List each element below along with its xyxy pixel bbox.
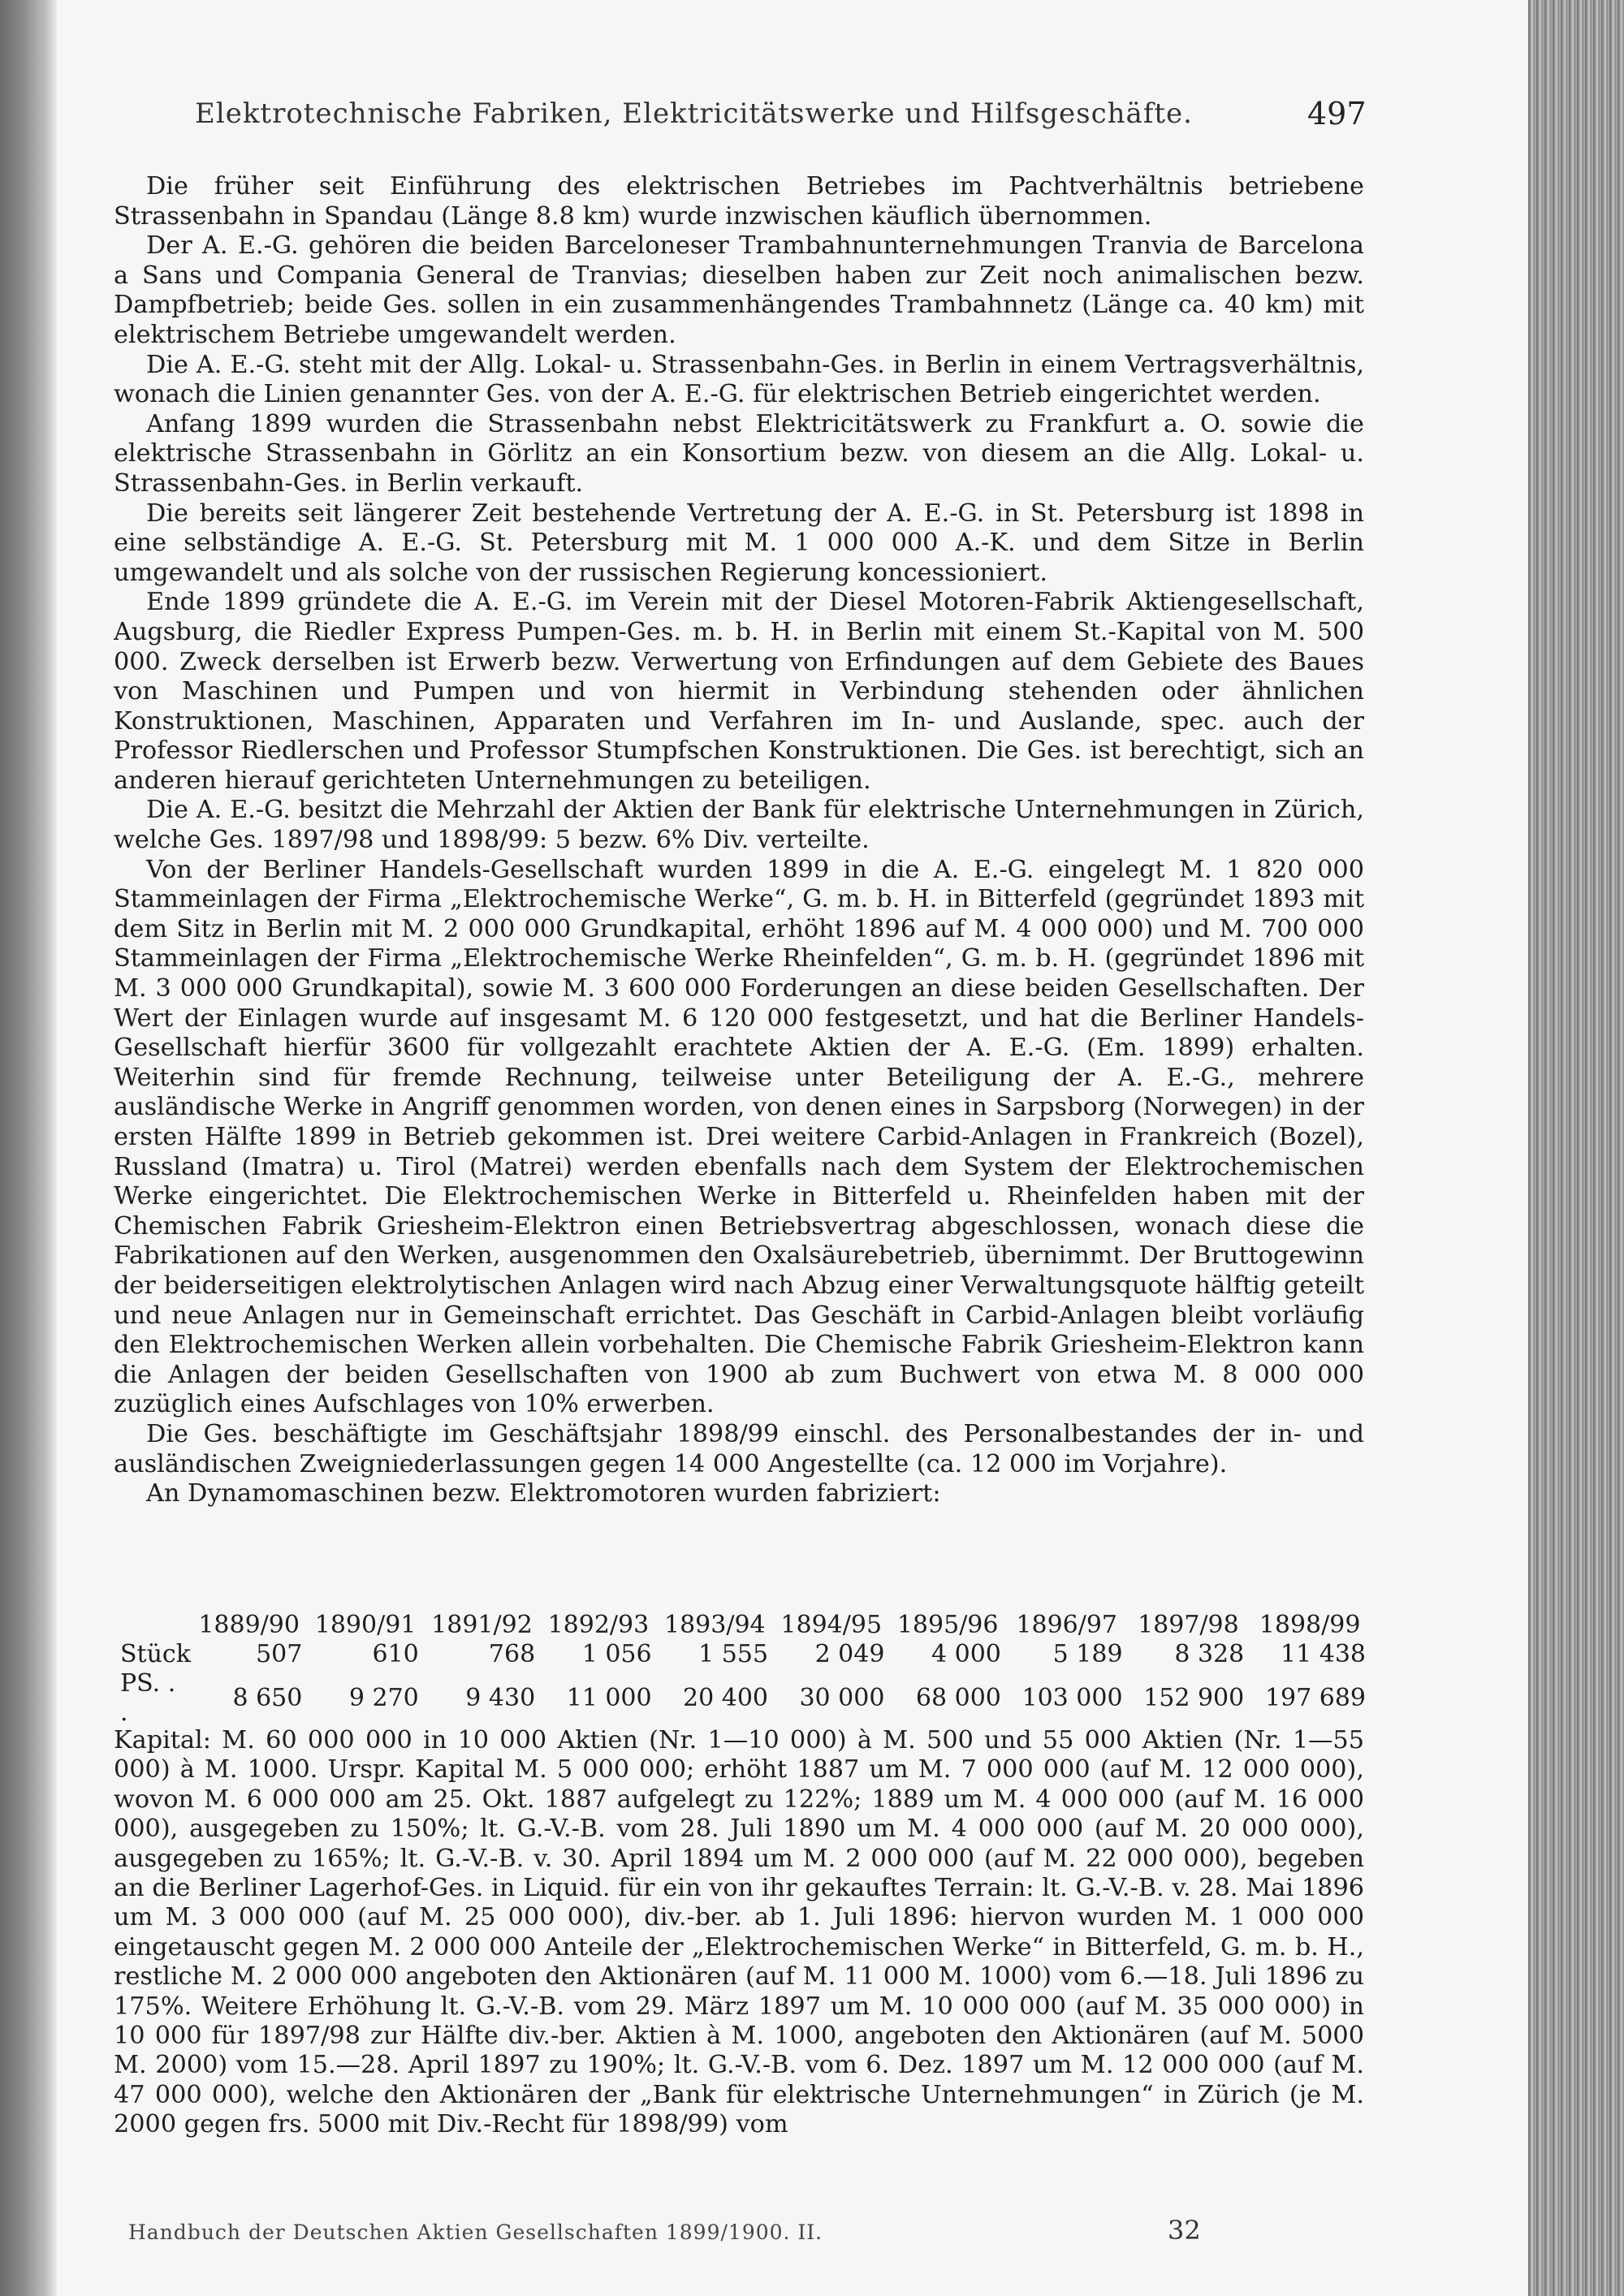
paragraph: Der A. E.-G. gehören die beiden Barceloneser Trambahnunternehmungen Tranvia de Barcelona a Sans und Compania General de Tranvias; dieselben haben zur Zeit noch animalischen bezw. Dampfbetrieb; beide Ges. sollen in ein zusammenhängendes Trambahnnetz (Länge ca. 40 km) mit elektrischem Betriebe umgewandelt werden. (114, 231, 1364, 349)
year-header: 1893/94 (664, 1611, 766, 1639)
paragraph: Die A. E.-G. steht mit der Allg. Lokal- u. Strassenbahn-Ges. in Berlin in einem Vertragsverhältnis, wonach die Linien genannter Ges. von der A. E.-G. für elektrischen Betrieb eingerichtet werden. (114, 350, 1364, 409)
table-cell: 20 400 (683, 1684, 769, 1712)
year-header: 1890/91 (314, 1611, 417, 1639)
table-header-row (120, 1611, 1371, 1640)
table-cell: 5 189 (1052, 1640, 1123, 1668)
table-row (120, 1640, 1371, 1669)
table-cell: 11 438 (1281, 1640, 1366, 1668)
table-cell: 30 000 (799, 1684, 885, 1712)
body-text (114, 172, 1364, 1509)
footer-reference: Handbuch der Deutschen Aktien Gesellschaften 1899/1900. II. (128, 2220, 823, 2244)
year-header: 1891/92 (431, 1611, 533, 1639)
year-header: 1892/93 (547, 1611, 650, 1639)
table-cell: 103 000 (1021, 1684, 1123, 1712)
table-cell: 68 000 (915, 1684, 1001, 1712)
table-cell: 9 430 (465, 1684, 536, 1712)
paragraph: Anfang 1899 wurden die Strassenbahn nebst Elektricitätswerk zu Frankfurt a. O. sowie die elektrische Strassenbahn in Görlitz an ein Konsortium bezw. von diesem an die Allg. Lokal- u. Strassenbahn-Ges. in Berlin verkauft. (114, 409, 1364, 498)
paragraph: Die früher seit Einführung des elektrischen Betriebes im Pachtverhältnis betriebene Strassenbahn in Spandau (Länge 8.8 km) wurde inzwischen käuflich übernommen. (114, 172, 1364, 231)
paragraph: An Dynamomaschinen bezw. Elektromotoren wurden fabriziert: (146, 1479, 941, 1508)
running-head: Elektrotechnische Fabriken, Elektricitätswerke und Hilfsgeschäfte. (195, 97, 1193, 130)
year-header: 1898/99 (1259, 1611, 1361, 1639)
table-cell: 768 (488, 1640, 536, 1668)
table-cell: 1 555 (698, 1640, 769, 1668)
table-cell: 4 000 (931, 1640, 1001, 1668)
paragraph: Die bereits seit längerer Zeit bestehende Vertretung der A. E.-G. in St. Petersburg ist 1898 in eine selbständige A. E.-G. St. Petersburg mit M. 1 000 000 A.-K. und dem Sitze in Berlin umgewandelt und als solche von der russischen Regierung koncessioniert. (114, 498, 1364, 587)
table-cell: 152 900 (1143, 1684, 1245, 1712)
table-row (120, 1669, 1371, 1728)
row-label: PS. . . (120, 1669, 176, 1727)
table-corner-cell (120, 1611, 191, 1640)
table-cell: 11 000 (566, 1684, 652, 1712)
scan-right-edge (1528, 0, 1624, 2296)
production-table (120, 1611, 1371, 1728)
year-header: 1889/90 (198, 1611, 300, 1639)
scan-left-edge (0, 0, 57, 2296)
table-cell: 610 (372, 1640, 419, 1668)
capital-section (114, 1726, 1364, 2140)
year-header: 1896/97 (1016, 1611, 1118, 1639)
table-cell: 2 049 (814, 1640, 885, 1668)
paragraph: Von der Berliner Handels-Gesellschaft wurden 1899 in die A. E.-G. eingelegt M. 1 820 000 Stammeinlagen der Firma „Elektrochemische Werke“, G. m. b. H. in Bitterfeld (gegründet 1893 mit dem Sitz in Berlin mit M. 2 000 000 Grundkapital, erhöht 1896 auf M. 4 000 000) und M. 700 000 Stammeinlagen der Firma „Elektrochemische Werke Rheinfelden“, G. m. b. H. (gegründet 1896 mit M. 3 000 000 Grundkapital), sowie M. 3 600 000 Forderungen an diese beiden Gesellschaften. Der Wert der Einlagen wurde auf insgesamt M. 6 120 000 festgesetzt, und hat die Berliner Handels-Gesellschaft hierfür 3600 für vollgezahlt erachtete Aktien der A. E.-G. (Em. 1899) erhalten. Weiterhin sind für fremde Rechnung, teilweise unter Beteiligung der A. E.-G., mehrere ausländische Werke in Angriff genommen worden, von denen eines in Sarpsborg (Norwegen) in der ersten Hälfte 1899 in Betrieb gekommen ist. Drei weitere Carbid-Anlagen in Frankreich (Bozel), Russland (Imatra) u. Tirol (Matrei) werden ebenfalls nach dem System der Elektrochemischen Werke eingerichtet. Die Elektrochemischen Werke in Bitterfeld u. Rheinfelden haben mit der Chemischen Fabrik Griesheim-Elektron einen Betriebsvertrag abgeschlossen, wonach diese die Fabrikationen auf den Werken, ausgenommen den Oxalsäurebetrieb, übernimmt. Der Bruttogewinn der beiderseitigen elektrolytischen Anlagen wird nach Abzug einer Verwaltungsquote hälftig geteilt und neue Anlagen nur in Gemeinschaft errichtet. Das Geschäft in Carbid-Anlagen bleibt vorläufig den Elektrochemischen Werken allein vorbehalten. Die Chemische Fabrik Griesheim-Elektron kann die Anlagen der beiden Gesellschaften von 1900 ab zum Buchwert von etwa M. 8 000 000 zuzüglich eines Aufschlages von 10% erwerben. (114, 855, 1364, 1419)
table-cell: 197 689 (1264, 1684, 1366, 1712)
table-cell: 8 328 (1174, 1640, 1245, 1668)
paragraph: Die Ges. beschäftigte im Geschäftsjahr 1898/99 einschl. des Personalbestandes der in- und ausländischen Zweigniederlassungen gegen 14 000 Angestellte (ca. 12 000 im Vorjahre). (114, 1419, 1364, 1478)
paragraph: Die A. E.-G. besitzt die Mehrzahl der Aktien der Bank für elektrische Unternehmungen in Zürich, welche Ges. 1897/98 und 1898/99: 5 bezw. 6% Div. verteilte. (114, 796, 1364, 855)
table-cell: 8 650 (232, 1684, 303, 1712)
row-label: Stück (120, 1640, 191, 1668)
page-number: 497 (1307, 96, 1367, 132)
table-cell: 9 270 (348, 1684, 419, 1712)
capital-paragraph: Kapital: M. 60 000 000 in 10 000 Aktien (Nr. 1—10 000) à M. 500 und 55 000 Aktien (Nr. 1—55 000) à M. 1000. Urspr. Kapital M. 5 000 000; erhöht 1887 um M. 7 000 000 (auf M. 12 000 000), wovon M. 6 000 000 am 25. Okt. 1887 aufgelegt zu 122%; 1889 um M. 4 000 000 (auf M. 16 000 000), ausgegeben zu 150%; lt. G.-V.-B. vom 28. Juli 1890 um M. 4 000 000 (auf M. 20 000 000), ausgegeben zu 165%; lt. G.-V.-B. v. 30. April 1894 um M. 2 000 000 (auf M. 22 000 000), begeben an die Berliner Lagerhof-Ges. in Liquid. für ein von ihr gekauftes Terrain: lt. G.-V.-B. v. 28. Mai 1896 um M. 3 000 000 (auf M. 25 000 000), div.-ber. ab 1. Juli 1896: hiervon wurden M. 1 000 000 eingetauscht gegen M. 2 000 000 Anteile der „Elektrochemischen Werke“ in Bitterfeld, G. m. b. H., restliche M. 2 000 000 angeboten den Aktionären (auf M. 11 000 M. 1000) vom 6.—18. Juli 1896 zu 175%. Weitere Erhöhung lt. G.-V.-B. vom 29. März 1897 um M. 10 000 000 (auf M. 35 000 000) in 10 000 für 1897/98 zur Hälfte div.-ber. Aktien à M. 1000, angeboten den Aktionären (auf M. 5000 M. 2000) vom 15.—28. April 1897 zu 190%; lt. G.-V.-B. vom 6. Dez. 1897 um M. 12 000 000 (auf M. 47 000 000), welche den Aktionären der „Bank für elektrische Unternehmungen“ in Zürich (je M. 2000 gegen frs. 5000 mit Div.-Recht für 1898/99) vom (114, 1726, 1364, 2139)
year-header: 1894/95 (780, 1611, 883, 1639)
paragraph: Ende 1899 gründete die A. E.-G. im Verein mit der Diesel Motoren-Fabrik Aktiengesellschaft, Augsburg, die Riedler Express Pumpen-Ges. m. b. H. in Berlin mit einem St.-Kapital von M. 500 000. Zweck derselben ist Erwerb bezw. Verwertung von Erfindungen auf dem Gebiete des Baues von Maschinen und Pumpen und von hiermit in Verbindung stehenden oder ähnlichen Konstruktionen, Maschinen, Apparaten und Verfahren im In- und Auslande, spec. auch der Professor Riedlerschen und Professor Stumpfschen Konstruktionen. Die Ges. ist berechtigt, sich an anderen hierauf gerichteten Unternehmungen zu beteiligen. (114, 588, 1364, 795)
table-cell: 507 (256, 1640, 303, 1668)
table-cell: 1 056 (581, 1640, 652, 1668)
sheet-number: 32 (1168, 2215, 1201, 2246)
year-header: 1897/98 (1138, 1611, 1239, 1639)
year-header: 1895/96 (896, 1611, 999, 1639)
